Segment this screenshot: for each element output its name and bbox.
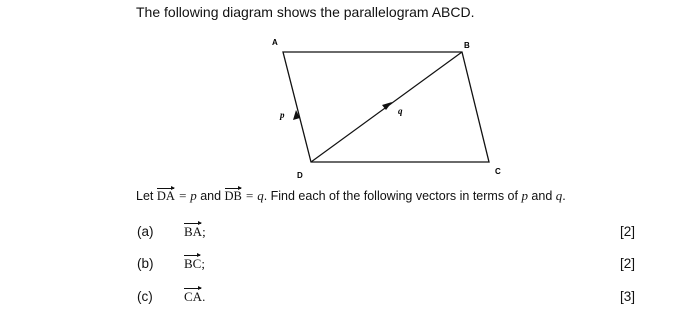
marks-label: [2] bbox=[620, 224, 636, 239]
part-label: (a) bbox=[137, 224, 154, 239]
question-row-b bbox=[0, 256, 700, 276]
marks-label: [2] bbox=[620, 256, 636, 271]
marks-label: [3] bbox=[620, 289, 636, 304]
and-word: and bbox=[196, 189, 225, 203]
vector-db: DB bbox=[224, 189, 242, 203]
equals-1: = bbox=[174, 188, 191, 203]
vertex-label-a: A bbox=[272, 38, 278, 47]
given-vectors-line bbox=[136, 188, 566, 204]
vertex-label-c: C bbox=[495, 167, 501, 176]
instruction-text: . Find each of the following vectors in terms of bbox=[263, 189, 522, 203]
vertex-label-b: B bbox=[464, 41, 470, 50]
symbol-p-2: p bbox=[521, 188, 528, 203]
part-label: (c) bbox=[137, 289, 153, 304]
vector-da: DA bbox=[156, 189, 175, 203]
question-vector: CA. bbox=[184, 289, 206, 304]
symbol-q: q bbox=[257, 188, 264, 203]
end-period: . bbox=[562, 189, 566, 203]
let-word: Let bbox=[136, 189, 154, 203]
vertex-label-d: D bbox=[297, 171, 303, 180]
symbol-p: p bbox=[190, 188, 197, 203]
question-row-c bbox=[0, 289, 700, 309]
question-row-a bbox=[0, 224, 700, 244]
symbol-q-2: q bbox=[555, 188, 563, 203]
and-word-2: and bbox=[527, 189, 556, 203]
intro-text: The following diagram shows the parallelogram ABCD. bbox=[136, 4, 475, 20]
vector-label-q: q bbox=[398, 106, 403, 116]
vector-label-p: p bbox=[280, 110, 285, 120]
question-vector: BA; bbox=[184, 224, 206, 239]
part-label: (b) bbox=[137, 256, 154, 271]
question-vector: BC; bbox=[184, 256, 205, 271]
equals-2: = bbox=[241, 188, 258, 203]
